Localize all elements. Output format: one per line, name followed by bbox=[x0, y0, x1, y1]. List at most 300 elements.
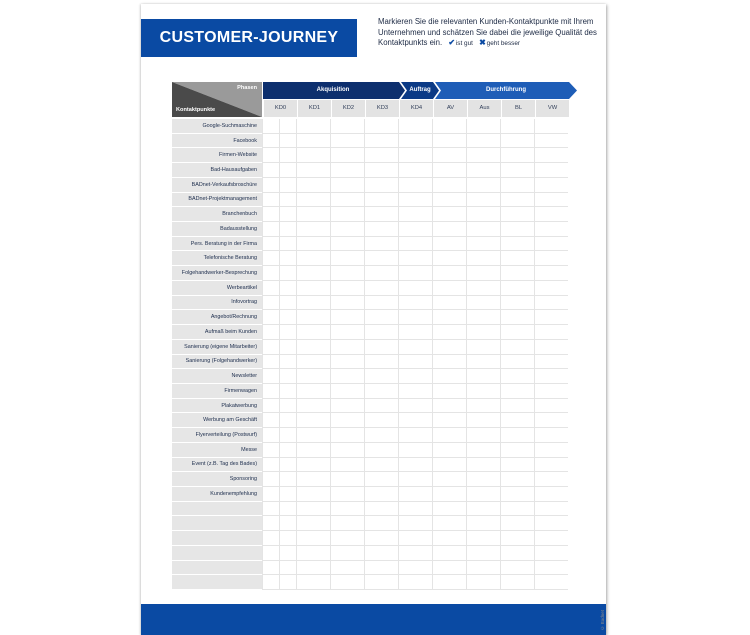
grid-cell[interactable] bbox=[432, 413, 466, 428]
grid-cell[interactable] bbox=[262, 355, 279, 370]
grid-cell[interactable] bbox=[398, 443, 432, 458]
grid-cell[interactable] bbox=[534, 296, 568, 311]
grid-cell[interactable] bbox=[364, 443, 398, 458]
grid-cell[interactable] bbox=[398, 531, 432, 546]
grid-cell[interactable] bbox=[279, 531, 296, 546]
grid-cell[interactable] bbox=[432, 266, 466, 281]
grid-cell[interactable] bbox=[466, 472, 500, 487]
grid-cell[interactable] bbox=[466, 502, 500, 517]
grid-cell[interactable] bbox=[534, 163, 568, 178]
grid-cell[interactable] bbox=[432, 325, 466, 340]
grid-cell[interactable] bbox=[398, 472, 432, 487]
grid-cell[interactable] bbox=[534, 443, 568, 458]
grid-cell[interactable] bbox=[296, 355, 330, 370]
grid-cell[interactable] bbox=[432, 472, 466, 487]
grid-cell[interactable] bbox=[364, 296, 398, 311]
grid-cell[interactable] bbox=[364, 325, 398, 340]
grid-cell[interactable] bbox=[279, 207, 296, 222]
grid-cell[interactable] bbox=[262, 516, 279, 531]
grid-cell[interactable] bbox=[330, 546, 364, 561]
grid-cell[interactable] bbox=[364, 266, 398, 281]
grid-cell[interactable] bbox=[330, 310, 364, 325]
grid-cell[interactable] bbox=[398, 251, 432, 266]
grid-cell[interactable] bbox=[534, 119, 568, 134]
grid-cell[interactable] bbox=[279, 281, 296, 296]
grid-cell[interactable] bbox=[279, 443, 296, 458]
grid-cell[interactable] bbox=[330, 472, 364, 487]
grid-cell[interactable] bbox=[364, 399, 398, 414]
grid-cell[interactable] bbox=[364, 237, 398, 252]
grid-cell[interactable] bbox=[279, 428, 296, 443]
grid-cell[interactable] bbox=[466, 281, 500, 296]
grid-cell[interactable] bbox=[432, 516, 466, 531]
grid-cell[interactable] bbox=[398, 487, 432, 502]
grid-cell[interactable] bbox=[500, 207, 534, 222]
grid-cell[interactable] bbox=[364, 458, 398, 473]
grid-cell[interactable] bbox=[330, 178, 364, 193]
grid-cell[interactable] bbox=[466, 134, 500, 149]
grid-cell[interactable] bbox=[500, 134, 534, 149]
grid-cell[interactable] bbox=[262, 222, 279, 237]
grid-cell[interactable] bbox=[364, 413, 398, 428]
grid-cell[interactable] bbox=[364, 134, 398, 149]
grid-cell[interactable] bbox=[432, 281, 466, 296]
grid-cell[interactable] bbox=[279, 310, 296, 325]
grid-cell[interactable] bbox=[330, 148, 364, 163]
grid-cell[interactable] bbox=[500, 325, 534, 340]
grid-cell[interactable] bbox=[262, 502, 279, 517]
grid-cell[interactable] bbox=[466, 310, 500, 325]
grid-cell[interactable] bbox=[534, 237, 568, 252]
grid-cell[interactable] bbox=[398, 178, 432, 193]
grid-cell[interactable] bbox=[262, 251, 279, 266]
grid-cell[interactable] bbox=[432, 487, 466, 502]
grid-cell[interactable] bbox=[262, 413, 279, 428]
grid-cell[interactable] bbox=[296, 325, 330, 340]
grid-cell[interactable] bbox=[534, 222, 568, 237]
grid-cell[interactable] bbox=[279, 355, 296, 370]
grid-cell[interactable] bbox=[330, 413, 364, 428]
grid-cell[interactable] bbox=[364, 472, 398, 487]
grid-cell[interactable] bbox=[500, 443, 534, 458]
grid-cell[interactable] bbox=[500, 458, 534, 473]
grid-cell[interactable] bbox=[432, 369, 466, 384]
grid-cell[interactable] bbox=[262, 178, 279, 193]
grid-cell[interactable] bbox=[466, 428, 500, 443]
grid-cell[interactable] bbox=[262, 119, 279, 134]
grid-cell[interactable] bbox=[534, 561, 568, 576]
grid-cell[interactable] bbox=[500, 413, 534, 428]
grid-cell[interactable] bbox=[466, 369, 500, 384]
grid-cell[interactable] bbox=[432, 163, 466, 178]
grid-cell[interactable] bbox=[398, 458, 432, 473]
grid-cell[interactable] bbox=[432, 443, 466, 458]
grid-cell[interactable] bbox=[534, 487, 568, 502]
grid-cell[interactable] bbox=[534, 281, 568, 296]
grid-cell[interactable] bbox=[500, 487, 534, 502]
grid-cell[interactable] bbox=[364, 251, 398, 266]
grid-cell[interactable] bbox=[466, 340, 500, 355]
grid-cell[interactable] bbox=[432, 178, 466, 193]
grid-cell[interactable] bbox=[279, 163, 296, 178]
grid-cell[interactable] bbox=[500, 266, 534, 281]
grid-cell[interactable] bbox=[534, 325, 568, 340]
grid-cell[interactable] bbox=[534, 266, 568, 281]
grid-cell[interactable] bbox=[534, 575, 568, 590]
grid-cell[interactable] bbox=[398, 266, 432, 281]
grid-cell[interactable] bbox=[364, 340, 398, 355]
grid-cell[interactable] bbox=[364, 546, 398, 561]
grid-cell[interactable] bbox=[398, 399, 432, 414]
grid-cell[interactable] bbox=[466, 487, 500, 502]
grid-cell[interactable] bbox=[534, 193, 568, 208]
grid-cell[interactable] bbox=[534, 516, 568, 531]
grid-cell[interactable] bbox=[279, 502, 296, 517]
grid-cell[interactable] bbox=[330, 237, 364, 252]
grid-cell[interactable] bbox=[466, 443, 500, 458]
grid-cell[interactable] bbox=[432, 384, 466, 399]
grid-cell[interactable] bbox=[279, 516, 296, 531]
grid-cell[interactable] bbox=[466, 531, 500, 546]
grid-cell[interactable] bbox=[500, 237, 534, 252]
grid-cell[interactable] bbox=[398, 237, 432, 252]
grid-cell[interactable] bbox=[466, 516, 500, 531]
grid-cell[interactable] bbox=[262, 561, 279, 576]
grid-cell[interactable] bbox=[262, 546, 279, 561]
grid-cell[interactable] bbox=[279, 193, 296, 208]
grid-cell[interactable] bbox=[364, 531, 398, 546]
grid-cell[interactable] bbox=[296, 193, 330, 208]
grid-cell[interactable] bbox=[330, 561, 364, 576]
grid-cell[interactable] bbox=[279, 134, 296, 149]
grid-cell[interactable] bbox=[432, 119, 466, 134]
grid-cell[interactable] bbox=[364, 148, 398, 163]
grid-cell[interactable] bbox=[330, 207, 364, 222]
grid-cell[interactable] bbox=[466, 546, 500, 561]
grid-cell[interactable] bbox=[432, 296, 466, 311]
grid-cell[interactable] bbox=[398, 222, 432, 237]
grid-cell[interactable] bbox=[296, 207, 330, 222]
grid-cell[interactable] bbox=[398, 193, 432, 208]
grid-cell[interactable] bbox=[296, 458, 330, 473]
grid-cell[interactable] bbox=[398, 310, 432, 325]
grid-cell[interactable] bbox=[262, 310, 279, 325]
grid-cell[interactable] bbox=[364, 207, 398, 222]
grid-cell[interactable] bbox=[432, 222, 466, 237]
grid-cell[interactable] bbox=[262, 207, 279, 222]
grid-cell[interactable] bbox=[279, 325, 296, 340]
grid-cell[interactable] bbox=[432, 310, 466, 325]
grid-cell[interactable] bbox=[364, 178, 398, 193]
grid-cell[interactable] bbox=[262, 163, 279, 178]
grid-cell[interactable] bbox=[432, 251, 466, 266]
grid-cell[interactable] bbox=[398, 575, 432, 590]
grid-cell[interactable] bbox=[534, 399, 568, 414]
grid-cell[interactable] bbox=[330, 575, 364, 590]
grid-cell[interactable] bbox=[398, 546, 432, 561]
grid-cell[interactable] bbox=[364, 222, 398, 237]
grid-cell[interactable] bbox=[262, 369, 279, 384]
grid-cell[interactable] bbox=[500, 516, 534, 531]
grid-cell[interactable] bbox=[279, 561, 296, 576]
grid-cell[interactable] bbox=[296, 296, 330, 311]
grid-cell[interactable] bbox=[364, 428, 398, 443]
grid-cell[interactable] bbox=[500, 163, 534, 178]
grid-cell[interactable] bbox=[432, 531, 466, 546]
grid-cell[interactable] bbox=[364, 119, 398, 134]
grid-cell[interactable] bbox=[398, 516, 432, 531]
grid-cell[interactable] bbox=[398, 134, 432, 149]
grid-cell[interactable] bbox=[296, 340, 330, 355]
grid-cell[interactable] bbox=[330, 531, 364, 546]
grid-cell[interactable] bbox=[500, 148, 534, 163]
grid-cell[interactable] bbox=[364, 310, 398, 325]
grid-cell[interactable] bbox=[296, 251, 330, 266]
grid-cell[interactable] bbox=[330, 281, 364, 296]
grid-cell[interactable] bbox=[500, 384, 534, 399]
grid-cell[interactable] bbox=[500, 561, 534, 576]
grid-cell[interactable] bbox=[296, 119, 330, 134]
grid-cell[interactable] bbox=[296, 531, 330, 546]
grid-cell[interactable] bbox=[500, 119, 534, 134]
grid-cell[interactable] bbox=[262, 384, 279, 399]
grid-cell[interactable] bbox=[279, 222, 296, 237]
grid-cell[interactable] bbox=[279, 384, 296, 399]
grid-cell[interactable] bbox=[466, 222, 500, 237]
grid-cell[interactable] bbox=[296, 178, 330, 193]
grid-cell[interactable] bbox=[330, 355, 364, 370]
grid-cell[interactable] bbox=[262, 148, 279, 163]
grid-cell[interactable] bbox=[398, 325, 432, 340]
grid-cell[interactable] bbox=[432, 502, 466, 517]
grid-cell[interactable] bbox=[330, 443, 364, 458]
grid-cell[interactable] bbox=[534, 134, 568, 149]
grid-cell[interactable] bbox=[432, 134, 466, 149]
grid-cell[interactable] bbox=[432, 207, 466, 222]
grid-cell[interactable] bbox=[330, 251, 364, 266]
grid-cell[interactable] bbox=[330, 516, 364, 531]
grid-cell[interactable] bbox=[534, 502, 568, 517]
grid-cell[interactable] bbox=[534, 531, 568, 546]
grid-cell[interactable] bbox=[279, 237, 296, 252]
grid-cell[interactable] bbox=[262, 531, 279, 546]
grid-cell[interactable] bbox=[364, 355, 398, 370]
grid-cell[interactable] bbox=[330, 369, 364, 384]
grid-cell[interactable] bbox=[279, 575, 296, 590]
grid-cell[interactable] bbox=[296, 472, 330, 487]
grid-cell[interactable] bbox=[432, 355, 466, 370]
grid-cell[interactable] bbox=[279, 148, 296, 163]
grid-cell[interactable] bbox=[262, 134, 279, 149]
grid-cell[interactable] bbox=[262, 296, 279, 311]
grid-cell[interactable] bbox=[500, 546, 534, 561]
grid-cell[interactable] bbox=[296, 575, 330, 590]
grid-cell[interactable] bbox=[330, 487, 364, 502]
grid-cell[interactable] bbox=[296, 443, 330, 458]
grid-cell[interactable] bbox=[398, 281, 432, 296]
grid-cell[interactable] bbox=[296, 281, 330, 296]
grid-cell[interactable] bbox=[262, 193, 279, 208]
grid-cell[interactable] bbox=[500, 399, 534, 414]
grid-cell[interactable] bbox=[500, 472, 534, 487]
grid-cell[interactable] bbox=[262, 325, 279, 340]
grid-cell[interactable] bbox=[398, 340, 432, 355]
grid-cell[interactable] bbox=[466, 178, 500, 193]
grid-cell[interactable] bbox=[330, 399, 364, 414]
grid-cell[interactable] bbox=[279, 399, 296, 414]
grid-cell[interactable] bbox=[364, 193, 398, 208]
grid-cell[interactable] bbox=[279, 546, 296, 561]
grid-cell[interactable] bbox=[296, 428, 330, 443]
grid-cell[interactable] bbox=[279, 487, 296, 502]
grid-cell[interactable] bbox=[330, 428, 364, 443]
grid-cell[interactable] bbox=[398, 148, 432, 163]
grid-cell[interactable] bbox=[296, 266, 330, 281]
grid-cell[interactable] bbox=[364, 487, 398, 502]
grid-cell[interactable] bbox=[534, 458, 568, 473]
grid-cell[interactable] bbox=[262, 428, 279, 443]
grid-cell[interactable] bbox=[500, 502, 534, 517]
grid-cell[interactable] bbox=[534, 384, 568, 399]
grid-cell[interactable] bbox=[466, 575, 500, 590]
grid-cell[interactable] bbox=[279, 296, 296, 311]
grid-cell[interactable] bbox=[534, 428, 568, 443]
grid-cell[interactable] bbox=[296, 561, 330, 576]
grid-cell[interactable] bbox=[432, 340, 466, 355]
grid-cell[interactable] bbox=[279, 458, 296, 473]
grid-cell[interactable] bbox=[432, 193, 466, 208]
grid-cell[interactable] bbox=[432, 148, 466, 163]
grid-cell[interactable] bbox=[279, 369, 296, 384]
grid-cell[interactable] bbox=[398, 384, 432, 399]
grid-cell[interactable] bbox=[296, 237, 330, 252]
grid-cell[interactable] bbox=[466, 384, 500, 399]
grid-cell[interactable] bbox=[364, 384, 398, 399]
grid-cell[interactable] bbox=[500, 428, 534, 443]
grid-cell[interactable] bbox=[500, 178, 534, 193]
grid-cell[interactable] bbox=[364, 561, 398, 576]
grid-cell[interactable] bbox=[432, 237, 466, 252]
grid-cell[interactable] bbox=[500, 222, 534, 237]
grid-cell[interactable] bbox=[330, 119, 364, 134]
grid-cell[interactable] bbox=[330, 134, 364, 149]
grid-cell[interactable] bbox=[466, 561, 500, 576]
grid-cell[interactable] bbox=[279, 413, 296, 428]
grid-cell[interactable] bbox=[398, 561, 432, 576]
grid-cell[interactable] bbox=[500, 310, 534, 325]
grid-cell[interactable] bbox=[296, 487, 330, 502]
grid-cell[interactable] bbox=[330, 193, 364, 208]
grid-cell[interactable] bbox=[296, 413, 330, 428]
grid-cell[interactable] bbox=[262, 443, 279, 458]
grid-cell[interactable] bbox=[466, 119, 500, 134]
grid-cell[interactable] bbox=[279, 119, 296, 134]
grid-cell[interactable] bbox=[398, 163, 432, 178]
grid-cell[interactable] bbox=[466, 458, 500, 473]
grid-cell[interactable] bbox=[500, 251, 534, 266]
grid-cell[interactable] bbox=[279, 340, 296, 355]
grid-cell[interactable] bbox=[432, 546, 466, 561]
grid-cell[interactable] bbox=[398, 207, 432, 222]
grid-cell[interactable] bbox=[262, 266, 279, 281]
grid-cell[interactable] bbox=[330, 266, 364, 281]
grid-cell[interactable] bbox=[534, 546, 568, 561]
grid-cell[interactable] bbox=[432, 575, 466, 590]
grid-cell[interactable] bbox=[262, 237, 279, 252]
grid-cell[interactable] bbox=[330, 502, 364, 517]
grid-cell[interactable] bbox=[466, 163, 500, 178]
grid-cell[interactable] bbox=[500, 531, 534, 546]
grid-cell[interactable] bbox=[534, 355, 568, 370]
grid-cell[interactable] bbox=[296, 148, 330, 163]
grid-cell[interactable] bbox=[466, 413, 500, 428]
grid-cell[interactable] bbox=[262, 458, 279, 473]
grid-cell[interactable] bbox=[262, 575, 279, 590]
grid-cell[interactable] bbox=[466, 325, 500, 340]
grid-cell[interactable] bbox=[534, 207, 568, 222]
grid-cell[interactable] bbox=[330, 222, 364, 237]
grid-cell[interactable] bbox=[262, 472, 279, 487]
grid-cell[interactable] bbox=[364, 516, 398, 531]
grid-cell[interactable] bbox=[432, 428, 466, 443]
grid-cell[interactable] bbox=[279, 472, 296, 487]
grid-cell[interactable] bbox=[296, 399, 330, 414]
grid-cell[interactable] bbox=[279, 178, 296, 193]
grid-cell[interactable] bbox=[296, 384, 330, 399]
grid-cell[interactable] bbox=[279, 251, 296, 266]
grid-cell[interactable] bbox=[398, 119, 432, 134]
grid-cell[interactable] bbox=[466, 266, 500, 281]
grid-cell[interactable] bbox=[296, 134, 330, 149]
grid-cell[interactable] bbox=[466, 399, 500, 414]
grid-cell[interactable] bbox=[330, 163, 364, 178]
grid-cell[interactable] bbox=[262, 281, 279, 296]
grid-cell[interactable] bbox=[296, 310, 330, 325]
grid-cell[interactable] bbox=[534, 369, 568, 384]
grid-cell[interactable] bbox=[364, 369, 398, 384]
grid-cell[interactable] bbox=[466, 193, 500, 208]
grid-cell[interactable] bbox=[398, 502, 432, 517]
grid-cell[interactable] bbox=[330, 325, 364, 340]
grid-cell[interactable] bbox=[364, 502, 398, 517]
grid-cell[interactable] bbox=[398, 369, 432, 384]
grid-cell[interactable] bbox=[262, 340, 279, 355]
grid-cell[interactable] bbox=[364, 281, 398, 296]
grid-cell[interactable] bbox=[466, 207, 500, 222]
grid-cell[interactable] bbox=[500, 355, 534, 370]
grid-cell[interactable] bbox=[330, 340, 364, 355]
grid-cell[interactable] bbox=[466, 296, 500, 311]
grid-cell[interactable] bbox=[330, 384, 364, 399]
grid-cell[interactable] bbox=[432, 561, 466, 576]
grid-cell[interactable] bbox=[330, 458, 364, 473]
grid-cell[interactable] bbox=[534, 251, 568, 266]
grid-cell[interactable] bbox=[534, 472, 568, 487]
grid-cell[interactable] bbox=[296, 369, 330, 384]
grid-cell[interactable] bbox=[466, 251, 500, 266]
grid-cell[interactable] bbox=[500, 369, 534, 384]
grid-cell[interactable] bbox=[534, 413, 568, 428]
grid-cell[interactable] bbox=[296, 516, 330, 531]
grid-cell[interactable] bbox=[296, 546, 330, 561]
grid-cell[interactable] bbox=[500, 575, 534, 590]
grid-cell[interactable] bbox=[262, 399, 279, 414]
grid-cell[interactable] bbox=[500, 193, 534, 208]
grid-cell[interactable] bbox=[466, 237, 500, 252]
grid-cell[interactable] bbox=[262, 487, 279, 502]
grid-cell[interactable] bbox=[364, 575, 398, 590]
grid-cell[interactable] bbox=[466, 355, 500, 370]
